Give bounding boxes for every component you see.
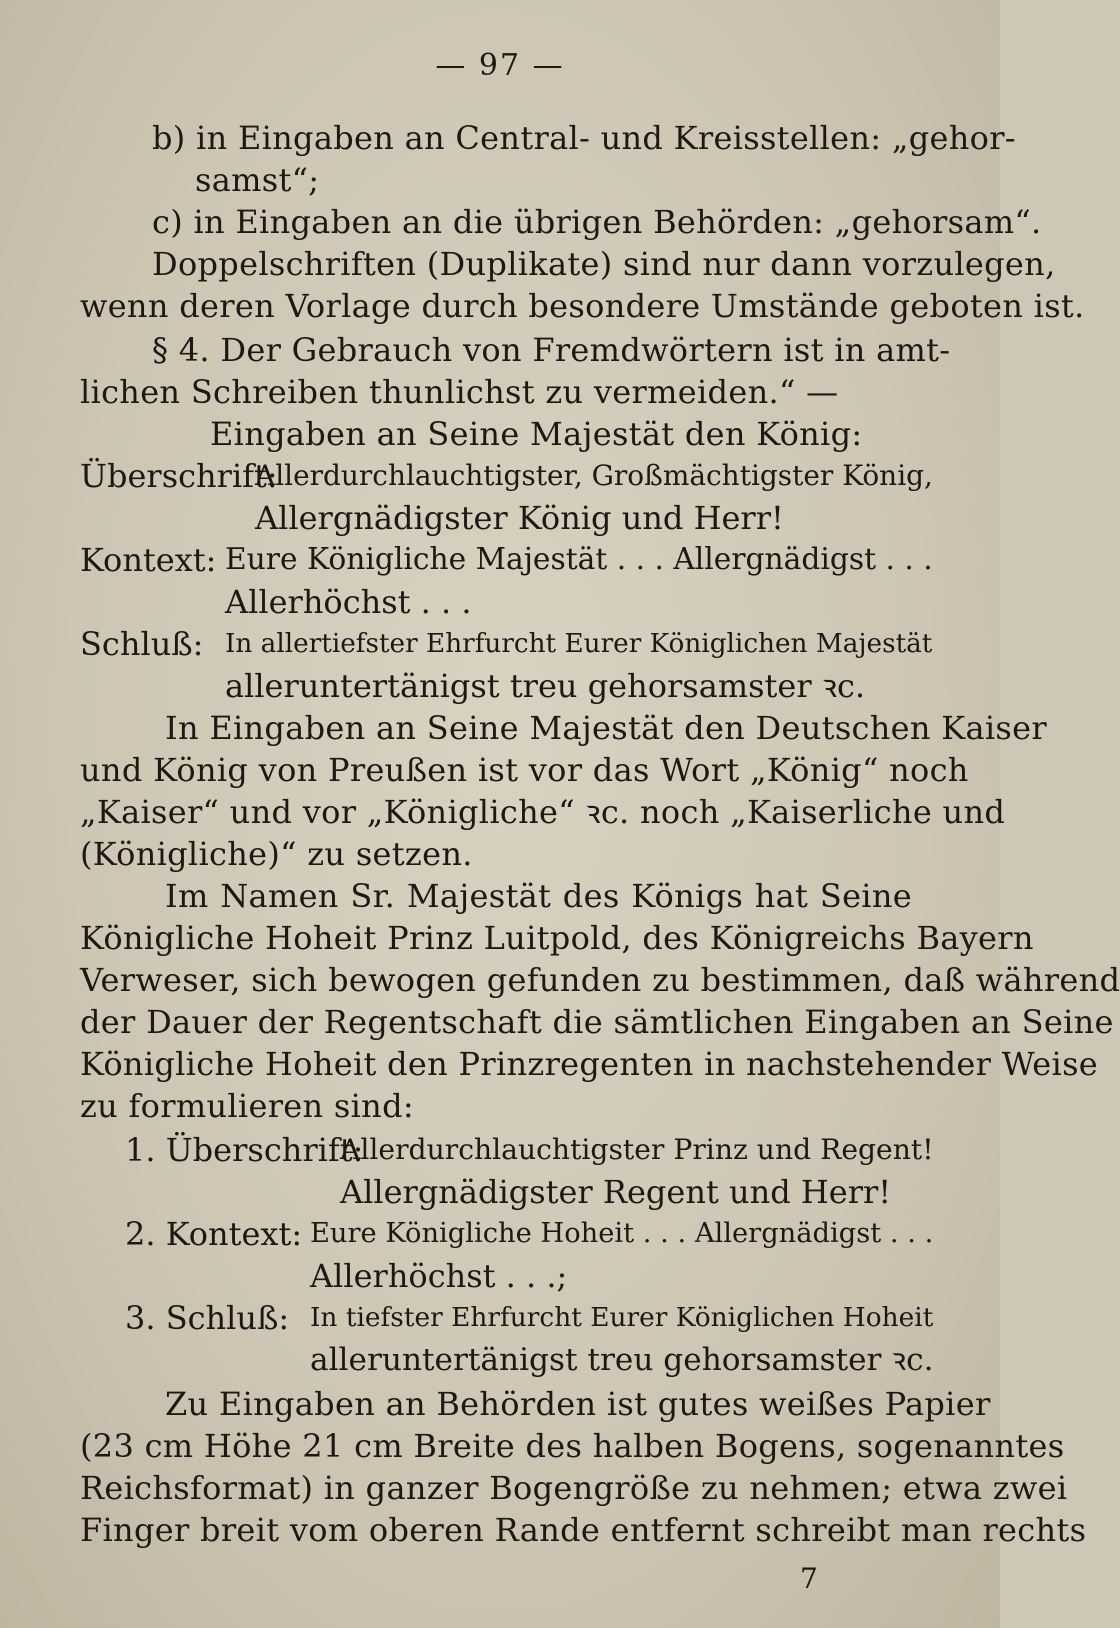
formula-label: Kontext:: [80, 541, 217, 579]
text-line: Doppelschriften (Duplikate) sind nur dann vorzulegen,: [152, 245, 1056, 283]
formula-label: 2. Kontext:: [125, 1215, 303, 1253]
text-line: wenn deren Vorlage durch besondere Umstände geboten ist.: [80, 287, 1085, 325]
formula-label: Schluß:: [80, 625, 204, 663]
text-line: In Eingaben an Seine Majestät den Deutschen Kaiser: [165, 709, 1047, 747]
formula-label: 1. Überschrift:: [125, 1131, 364, 1169]
formula-label: Überschrift:: [80, 457, 278, 495]
formula-text: alleruntertänigst treu gehorsamster ꝛc.: [225, 667, 866, 705]
text-line: § 4. Der Gebrauch von Fremdwörtern ist in amt-: [152, 331, 951, 369]
signature-mark: 7: [800, 1562, 818, 1595]
text-line: lichen Schreiben thunlichst zu vermeiden.“ —: [80, 373, 839, 411]
formula-text: Allerdurchlauchtigster, Großmächtigster König,: [255, 459, 933, 492]
text-line: Verweser, sich bewogen gefunden zu bestimmen, daß während: [80, 961, 1120, 999]
text-line: (23 cm Höhe 21 cm Breite des halben Bogens, sogenanntes: [80, 1427, 1065, 1465]
text-line: c) in Eingaben an die übrigen Behörden: „gehorsam“.: [152, 203, 1042, 241]
formula-text: Allergnädigster König und Herr!: [255, 499, 784, 537]
text-line: Reichsformat) in ganzer Bogengröße zu nehmen; etwa zwei: [80, 1469, 1068, 1507]
formula-label: 3. Schluß:: [125, 1299, 290, 1337]
text-line: der Dauer der Regentschaft die sämtlichen Eingaben an Seine: [80, 1003, 1114, 1041]
section-heading: Eingaben an Seine Majestät den König:: [210, 415, 863, 453]
text-line: Königliche Hoheit Prinz Luitpold, des Königreichs Bayern: [80, 919, 1034, 957]
text-line: b) in Eingaben an Central- und Kreisstellen: „gehor-: [152, 119, 1016, 157]
formula-text: Allerdurchlauchtigster Prinz und Regent!: [340, 1133, 934, 1166]
text-line: (Königliche)“ zu setzen.: [80, 835, 473, 873]
formula-text: Eure Königliche Hoheit . . . Allergnädigst . . .: [310, 1218, 934, 1249]
text-line: Königliche Hoheit den Prinzregenten in nachstehender Weise: [80, 1045, 1099, 1083]
formula-text: Allerhöchst . . .;: [310, 1257, 568, 1295]
formula-text: Allergnädigster Regent und Herr!: [340, 1173, 892, 1211]
text-line: zu formulieren sind:: [80, 1087, 414, 1125]
page-number: — 97 —: [435, 48, 565, 83]
formula-text: In allertiefster Ehrfurcht Eurer Königlichen Majestät: [225, 629, 933, 659]
text-line: Finger breit vom oberen Rande entfernt schreibt man rechts: [80, 1511, 1087, 1549]
text-line: samst“;: [195, 161, 320, 199]
text-line: „Kaiser“ und vor „Königliche“ ꝛc. noch „Kaiserliche und: [80, 793, 1006, 831]
text-line: Im Namen Sr. Majestät des Königs hat Seine: [165, 877, 912, 915]
formula-text: Allerhöchst . . .: [225, 583, 472, 621]
formula-text: Eure Königliche Majestät . . . Allergnädigst . . .: [225, 542, 933, 577]
text-line: Zu Eingaben an Behörden ist gutes weißes Papier: [165, 1385, 991, 1423]
text-line: und König von Preußen ist vor das Wort „König“ noch: [80, 751, 969, 789]
formula-text: In tiefster Ehrfurcht Eurer Königlichen Hoheit: [310, 1302, 934, 1333]
formula-text: alleruntertänigst treu gehorsamster ꝛc.: [310, 1342, 934, 1378]
